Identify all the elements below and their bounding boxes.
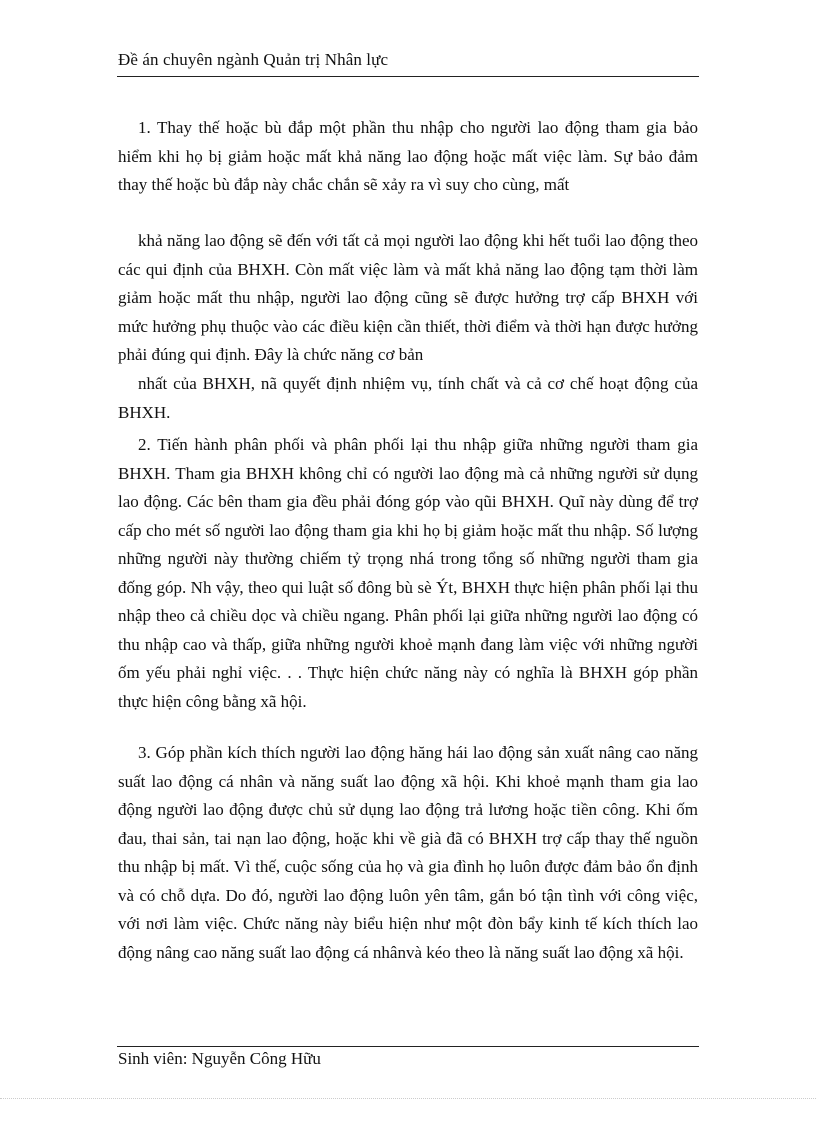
page-header-title: Đề án chuyên ngành Quản trị Nhân lực [118, 50, 389, 69]
header-divider [117, 76, 699, 77]
page-bottom-edge [0, 1098, 816, 1100]
paragraph-1-part-1 [118, 114, 698, 200]
paragraph-2 [118, 431, 698, 716]
paragraph-1-part-3 [118, 370, 698, 427]
paragraph-1-text-c: nhất của BHXH, nã quyết định nhiệm vụ, tính chất và cả cơ chế hoạt động của BHXH. [118, 374, 698, 422]
page-footer-author: Sinh viên: Nguyễn Công Hữu [118, 1049, 321, 1068]
paragraph-3-text: 3. Góp phần kích thích người lao động hăng hái lao động sản xuất nâng cao năng suất lao động cá nhân và năng suất lao động xã hội. Khi khoẻ mạnh tham gia lao động người lao động được chủ sử dụng lao động trả lương hoặc tiền công. Khi ốm đau, thai sản, tai nạn lao động, hoặc khi về già đã có BHXH trợ cấp thay thế nguồn thu nhập bị mất. Vì thế, cuộc sống của họ và gia đình họ luôn được đảm bảo ổn định và có chỗ dựa. Do đó, người lao động luôn yên tâm, gắn bó tận tình với công việc, với nơi làm việc. Chức năng này biểu hiện như một đòn bẩy kinh tế kích thích lao động nâng cao năng suất lao động cá nhânvà kéo theo là năng suất lao động xã hội. [118, 743, 698, 962]
paragraph-3 [118, 739, 698, 967]
paragraph-2-text: 2. Tiến hành phân phối và phân phối lại thu nhập giữa những người tham gia BHXH. Tham gia BHXH không chỉ có người lao động mà cả những người sử dụng lao động. Các bên tham gia đều phải đóng góp vào qũi BHXH. Quĩ này dùng để trợ cấp cho mét số người lao động tham gia khi họ bị giảm hoặc mất thu nhập. Số lượng những người này thường chiếm tỷ trọng nhá trong tổng số những người tham gia đống góp. Nh vậy, theo qui luật số đông bù sè Ýt, BHXH thực hiện phân phối lại thu nhập theo cả chiều dọc và chiều ngang. Phân phối lại giữa những người lao động có thu nhập cao và thấp, giữa những người khoẻ mạnh đang làm việc với những người ốm yếu phải nghỉ việc. . . Thực hiện chức năng này có nghĩa là BHXH góp phần thực hiện công bằng xã hội. [118, 435, 698, 711]
footer-divider [117, 1046, 699, 1047]
paragraph-1-part-2 [118, 227, 698, 370]
paragraph-1-text-a: 1. Thay thế hoặc bù đắp một phần thu nhập cho người lao động tham gia bảo hiểm khi họ bị giảm hoặc mất khả năng lao động hoặc mất việc làm. Sự bảo đảm thay thế hoặc bù đắp này chắc chắn sẽ xảy ra vì suy cho cùng, mất [118, 118, 698, 194]
paragraph-1-text-b: khả năng lao động sẽ đến với tất cả mọi người lao động khi hết tuổi lao động theo các qui định của BHXH. Còn mất việc làm và mất khả năng lao động tạm thời làm giảm hoặc mất thu nhập, người lao động cũng sẽ được hưởng trợ cấp BHXH với mức hưởng phụ thuộc vào các điều kiện cần thiết, thời điểm và thời hạn được hưởng phải đúng qui định. Đây là chức năng cơ bản [118, 231, 698, 364]
